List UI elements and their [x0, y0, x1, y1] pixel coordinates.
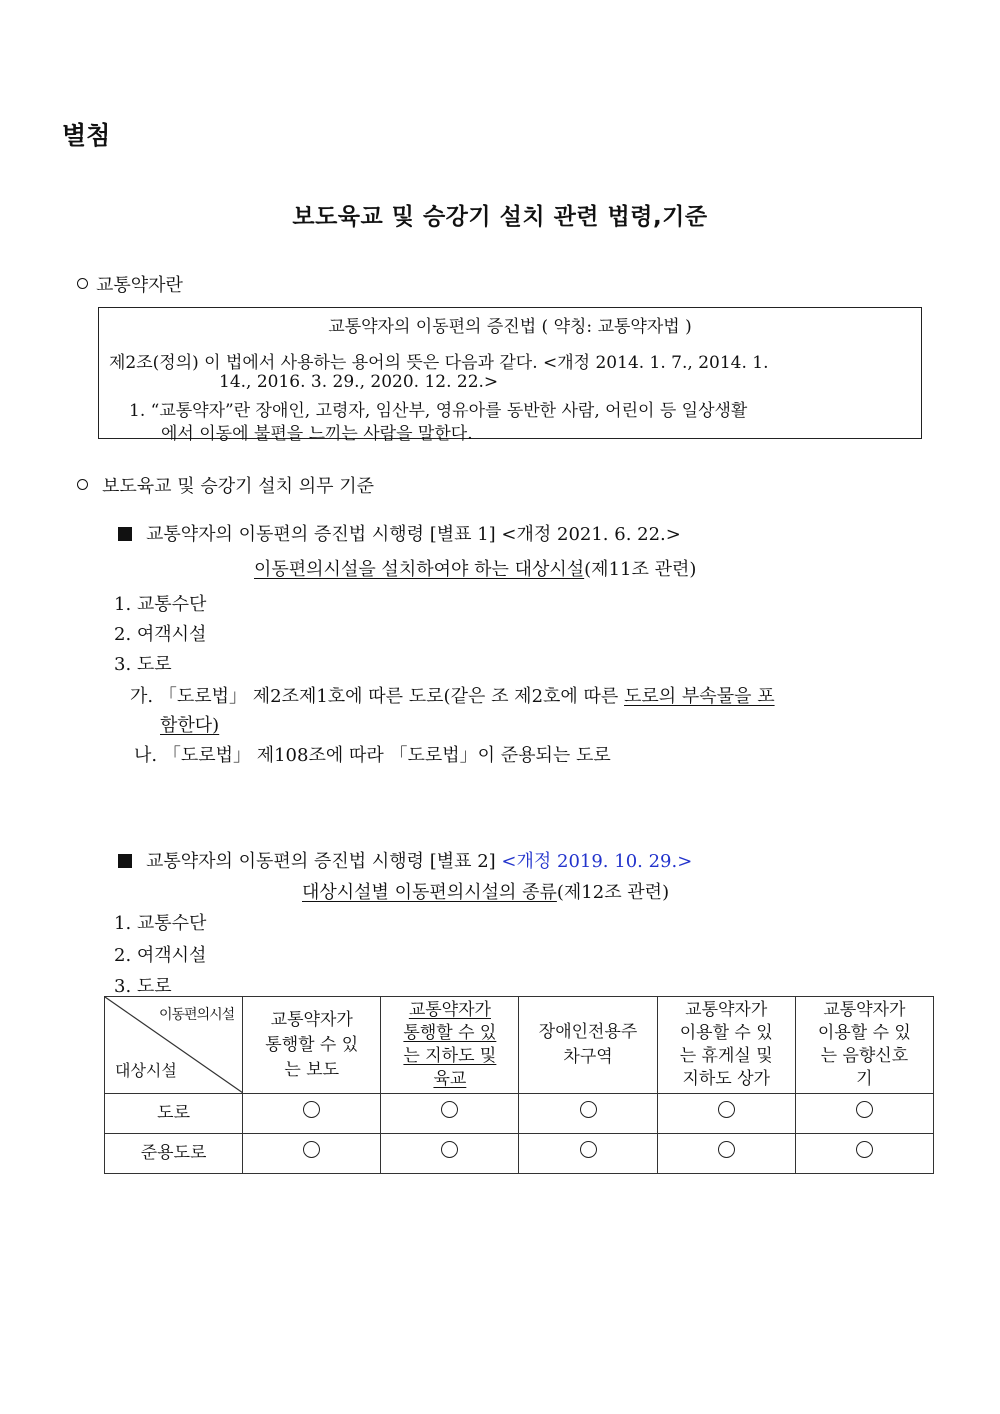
circle-bullet-icon: [77, 278, 88, 289]
schedule2-subtitle: 대상시설별 이동편의시설의 종류(제12조 관련): [302, 882, 670, 903]
article-line-2: 14., 2016. 3. 29., 2020. 12. 22.>: [219, 372, 499, 392]
row-label: 준용도로: [105, 1134, 243, 1174]
schedule2-item-2: 2. 여객시설: [114, 945, 207, 966]
section1-heading: 교통약자란: [77, 271, 183, 297]
table-row: [105, 1094, 934, 1134]
circle-mark-icon: [580, 1101, 597, 1118]
circle-mark-icon: [718, 1101, 735, 1118]
page-title: 보도육교 및 승강기 설치 관련 법령,기준: [292, 204, 708, 230]
definition-line-2: 에서 이동에 불편을 느끼는 사람을 말한다.: [161, 424, 473, 444]
circle-mark-icon: [303, 1101, 320, 1118]
applicable-mark: [657, 1134, 795, 1174]
corner-bottom-label: 대상시설: [115, 1061, 177, 1080]
applicable-mark: [243, 1134, 381, 1174]
column-header-4: 교통약자가 이용할 수 있 는 휴게실 및 지하도 상가: [657, 997, 795, 1094]
circle-mark-icon: [856, 1101, 873, 1118]
row-label: 도로: [105, 1094, 243, 1134]
law-name: 교통약자의 이동편의 증진법 ( 약칭: 교통약자법 ): [328, 317, 692, 337]
table-corner-cell: [105, 997, 243, 1094]
applicable-mark: [243, 1094, 381, 1134]
column-header-5: 교통약자가 이용할 수 있 는 음향신호 기: [795, 997, 933, 1094]
square-bullet-icon: [118, 854, 132, 868]
corner-top-label: 이동편의시설: [159, 1007, 235, 1023]
square-bullet-icon: [118, 527, 132, 541]
applicable-mark: [519, 1094, 657, 1134]
applicable-mark: [519, 1134, 657, 1174]
definition-line-1: 1. “교통약자”란 장애인, 고령자, 임산부, 영유아를 동반한 사람, 어린이 등 일상생활: [129, 401, 748, 421]
applicable-mark: [657, 1094, 795, 1134]
law-definition-box: [98, 307, 922, 444]
circle-mark-icon: [856, 1141, 873, 1158]
applicable-mark: [381, 1094, 519, 1134]
column-header-2: 교통약자가 통행할 수 있 는 지하도 및 육교: [381, 997, 519, 1094]
applicable-mark: [795, 1134, 933, 1174]
column-header-1: 교통약자가 통행할 수 있 는 보도: [243, 997, 381, 1094]
schedule1-item-1: 1. 교통수단: [114, 594, 207, 615]
circle-mark-icon: [303, 1141, 320, 1158]
circle-mark-icon: [580, 1141, 597, 1158]
circle-mark-icon: [718, 1141, 735, 1158]
column-header-3: 장애인전용주 차구역: [519, 997, 657, 1094]
table-header-row: [105, 997, 934, 1094]
circle-mark-icon: [441, 1141, 458, 1158]
circle-mark-icon: [441, 1101, 458, 1118]
schedule1-title: 교통약자의 이동편의 증진법 시행령 [별표 1] <개정 2021. 6. 22.>: [118, 520, 681, 546]
schedule1-sub-a-line1: 가. 「도로법」 제2조제1호에 따른 도로(같은 조 제2호에 따른 도로의 부속물을 포: [130, 686, 775, 707]
schedule1-sub-b: 나. 「도로법」 제108조에 따라 「도로법」이 준용되는 도로: [134, 745, 611, 766]
schedule1-sub-a-line2: 함한다): [160, 715, 220, 736]
schedule2-title: 교통약자의 이동편의 증진법 시행령 [별표 2] <개정 2019. 10. 29.>: [118, 847, 692, 873]
schedule1-subtitle: 이동편의시설을 설치하여야 하는 대상시설(제11조 관련): [254, 559, 697, 580]
facility-table: [104, 996, 934, 1174]
schedule2-item-1: 1. 교통수단: [114, 913, 207, 934]
schedule2-item-3: 3. 도로: [114, 976, 172, 997]
table-row: [105, 1134, 934, 1174]
applicable-mark: [381, 1134, 519, 1174]
article-line-1: 제2조(정의) 이 법에서 사용하는 용어의 뜻은 다음과 같다. <개정 2014. 1. 7., 2014. 1.: [109, 353, 769, 373]
schedule1-item-3: 3. 도로: [114, 654, 172, 675]
applicable-mark: [795, 1094, 933, 1134]
section2-heading: 보도육교 및 승강기 설치 의무 기준: [77, 472, 374, 498]
circle-bullet-icon: [77, 479, 88, 490]
attachment-label: 별첨: [62, 121, 111, 150]
schedule1-item-2: 2. 여객시설: [114, 624, 207, 645]
